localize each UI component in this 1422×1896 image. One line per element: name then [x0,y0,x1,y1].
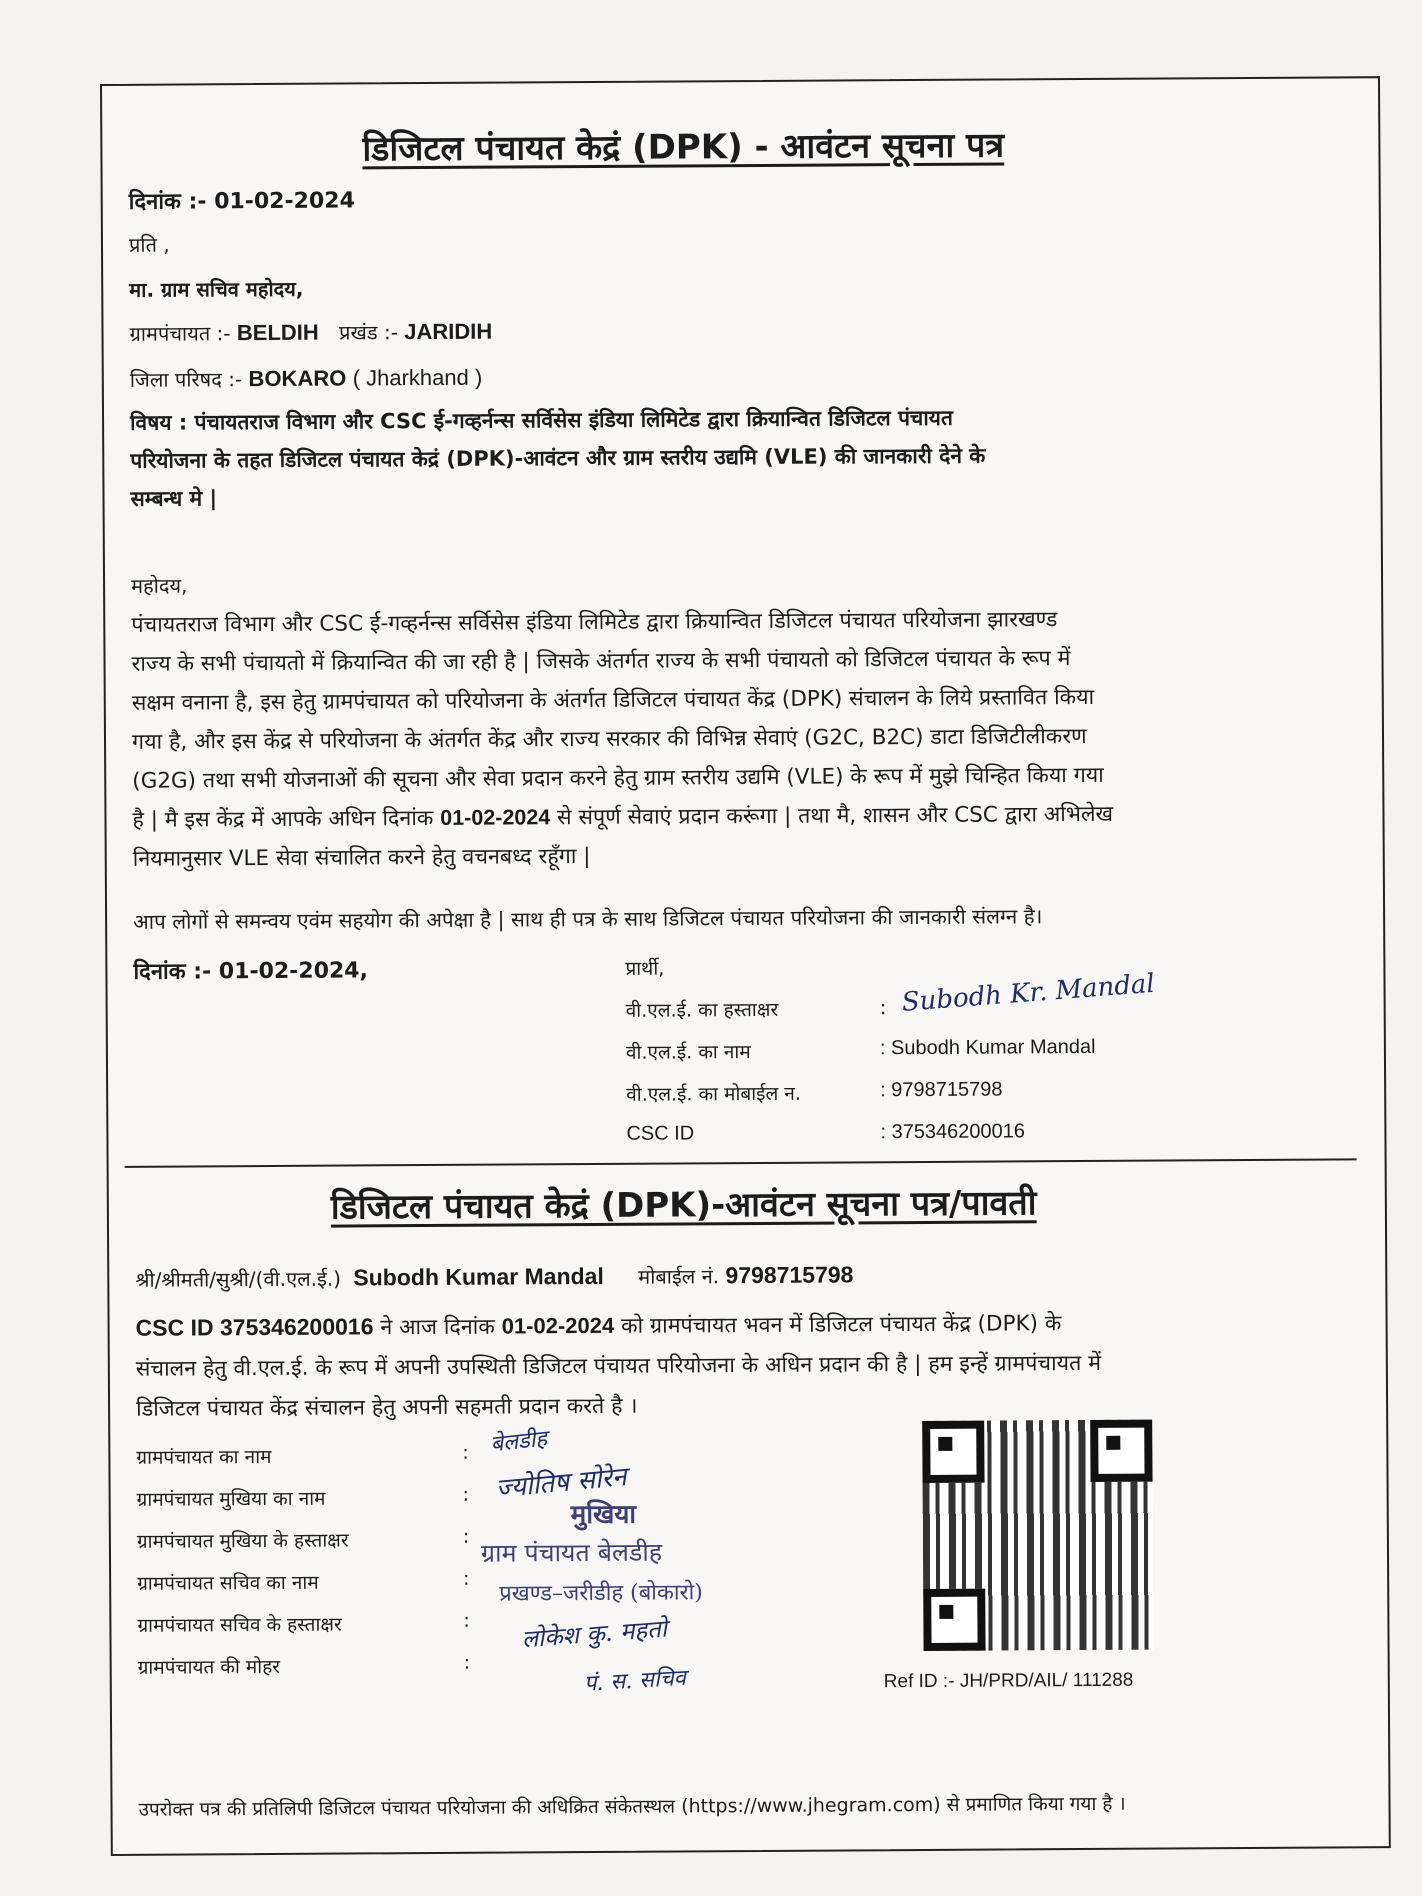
vle-mobile-value: : 9798715798 [880,1078,1003,1102]
receipt-title: डिजिटल पंचायत केद्रं (DPK)-आवंटन सूचना पत्र/पावती [330,1183,1037,1228]
receipt-name-line [135,1261,853,1292]
letter-title: डिजिटल पंचायत केद्रं (DPK) - आवंटन सूचना पत्र [362,125,1005,170]
field-colon: : [463,1651,471,1674]
name-prefix: श्री/श्रीमती/सुश्री/(वी.एल.ई.) [135,1266,342,1292]
subject-line: विषय : पंचायतराज विभाग और CSC ई-गव्हर्नन्स सर्विसेस इंडिया लिमिटेड द्वारा क्रियान्वित डिजिटल पंचायत [129,405,953,435]
vle-name-value: : Subodh Kumar Mandal [879,1035,1096,1060]
body-line: पंचायतराज विभाग और CSC ई-गव्हर्नन्स सर्विसेस इंडिया लिमिटेड द्वारा क्रियान्वित डिजिटल पंचायत परियोजना झारखण्ड [131,607,1058,638]
gram-panchayat-value: BELDIH [236,319,319,346]
body-line: सक्षम वनाना है, इस हेतु ग्रामपंचायत को परियोजना के अंतर्गत डिजिटल पंचायत केंद्र (DPK) संचालन के लिये प्रस्तावित किया [131,684,1095,716]
csc-id-value: : 375346200016 [880,1120,1026,1144]
receipt-line: संचालन हेतु वी.एल.ई. के रूप में अपनी उपस्थिती डिजिटल पंचायत परियोजना के अधिन प्रदान की है | हम इन्हें ग्रामपंचायत में [135,1350,1102,1382]
body-line: नियमानुसार VLE सेवा संचालित करने हेतु वचनबध्द रहूँगा | [132,844,591,872]
section-divider [125,1158,1357,1168]
body-line: गया है, और इस केंद्र से परियोजना के अंतर्गत केंद्र और राज्य सरकार की विभिन्न सेवाएं (G2C, B2C) डाटा डिजिटीलीकरण [131,723,1087,755]
salutation: महोदय, [130,573,188,598]
secretary-signature: लोकेश कु. महतो [520,1614,668,1654]
qr-finder [922,1421,984,1483]
block-label: प्रखंड :- [339,320,398,345]
sign-date: दिनांक :- 01-02-2024, [133,958,369,985]
body-line-part: है | मै इस केंद्र में आपके अधिन दिनांक [132,805,434,833]
stamp-mukhiya: मुखिया [570,1499,637,1531]
district-label: जिला परिषद :- [129,367,243,392]
body-line-part: से संपूर्ण सेवाएं प्रदान करूंगा | तथा मै, शासन और CSC द्वारा अभिलेख [557,801,1114,831]
receipt-csc-id: CSC ID 375346200016 [135,1313,374,1341]
field-label-mukhiya-signature: ग्रामपंचायत मुखिया के हस्ताक्षर [136,1529,349,1553]
field-label-secretary-name: ग्रामपंचायत सचिव का नाम [137,1571,319,1595]
subject-line: सम्बन्ध मे | [130,486,218,511]
letter-body [131,598,1363,879]
footer-note: उपरोक्त पत्र की प्रतिलिपी डिजिटल पंचायत परियोजना की अधिक्रित संकेतस्थल (https://www.jhegram.com) से प्रमाणित किया गया है । [138,1792,1126,1821]
district-value: BOKARO [248,365,347,392]
field-colon: : [462,1483,470,1506]
receipt-body [135,1300,1376,1430]
secretary-designation: पं. स. सचिव [583,1665,687,1697]
district-line [130,364,483,393]
field-label-panchayat-name: ग्रामपंचायत का नाम [136,1445,272,1469]
qr-code [922,1420,1153,1651]
receipt-line: डिजिटल पंचायत केंद्र संचालन हेतु अपनी सहमती प्रदान करते है । [136,1393,638,1422]
handwritten-panchayat-name: बेलडीह [489,1426,549,1458]
vle-signature: Subodh Kr. Mandal [900,968,1156,1018]
field-label-mukhiya-name: ग्रामपंचायत मुखिया का नाम [136,1487,326,1511]
vle-name-label: वी.एल.ई. का नाम [625,1041,751,1064]
stamp-block: प्रखण्ड–जरीडीह (बोकारो) [499,1580,703,1607]
body-line: (G2G) तथा सभी योजनाओं की सूचना और सेवा प्रदान करने हेतु ग्राम स्तरीय उद्यमि (VLE) के रूप में मुझे चिन्हित किया गया [132,762,1104,794]
block-value: JARIDIH [404,318,493,345]
vle-signature-colon: : [879,995,887,1020]
field-colon: : [463,1567,470,1590]
field-colon: : [462,1441,469,1464]
qr-finder [1090,1420,1152,1482]
letter-to: प्रति , [128,232,170,257]
state-value: ( Jharkhand ) [352,364,483,391]
vle-signature-label: वी.एल.ई. का हस्ताक्षर [625,998,779,1022]
applicant-label: प्रार्थी, [625,957,665,980]
field-colon: : [463,1609,470,1632]
vle-mobile-label: वी.एल.ई. का मोबाईल न. [626,1082,802,1106]
body-line: राज्य के सभी पंचायतो में क्रियान्वित की जा रही है | जिसके अंतर्गत राज्य के सभी पंचायतो को डिजिटल पंचायत के रूप में [131,646,1071,677]
receipt-line-part: को ग्रामपंचायत भवन में डिजिटल पंचायत केंद्र (DPK) के [620,1311,1062,1339]
vle-name: Subodh Kumar Mandal [353,1262,604,1291]
qr-finder [923,1589,985,1651]
subject-block [130,399,986,518]
gram-panchayat-line [129,318,492,347]
letter-date: दिनांक :- 01-02-2024 [128,188,355,215]
mukhiya-signature: ज्योतिष सोरेन [494,1462,628,1505]
field-label-secretary-signature: ग्रामपंचायत सचिव के हस्ताक्षर [137,1613,342,1637]
cooperation-line: आप लोगों से समन्वय एवंम सहयोग की अपेक्षा है | साथ ही पत्र के साथ डिजिटल पंचायत परियोजना की जानकारी संलग्न है। [133,904,1043,934]
receipt-line [135,1300,1375,1350]
ref-id: Ref ID :- JH/PRD/AIL/ 111288 [883,1669,1134,1693]
body-line-date: 01-02-2024 [440,805,551,830]
field-label-seal: ग्रामपंचायत की मोहर [137,1655,281,1679]
field-colon: : [462,1525,470,1548]
subject-line: परियोजना के तहत डिजिटल पंचायत केद्रं (DPK)-आवंटन और ग्राम स्तरीय उद्यमि (VLE) की जानकारी देने के [130,443,986,473]
csc-id-label: CSC ID [626,1122,695,1145]
stamp-gram-panchayat: ग्राम पंचायत बेलडीह [480,1537,663,1568]
letter-addressee: मा. ग्राम सचिव महोदय, [129,276,304,302]
mobile-label: मोबाईल नं. [638,1264,720,1289]
receipt-date: 01-02-2024 [501,1312,615,1339]
mobile-value: 9798715798 [725,1261,854,1289]
gram-panchayat-label: ग्रामपंचायत :- [129,321,231,346]
document-sheet [100,76,1391,1856]
receipt-line-part: ने आज दिनांक [380,1314,495,1341]
